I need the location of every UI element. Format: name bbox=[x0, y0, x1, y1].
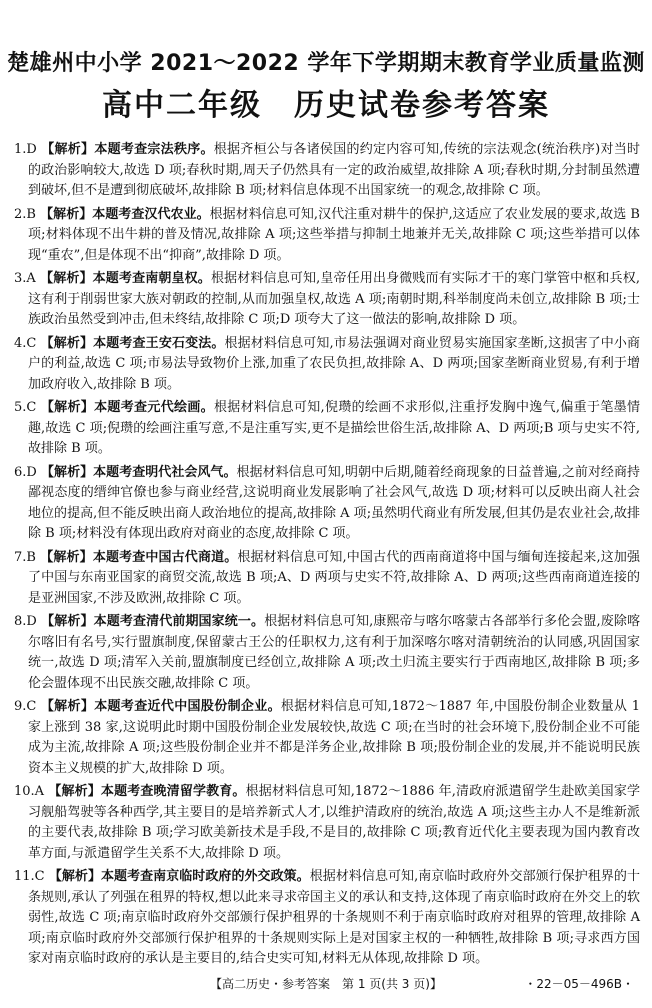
answer-item bbox=[14, 398, 640, 460]
answer-number: 6.D bbox=[14, 464, 37, 480]
answer-number: 7.B bbox=[14, 549, 36, 565]
answer-item bbox=[14, 334, 640, 396]
answer-tag: 【解析】本题考查明代社会风气。 bbox=[41, 464, 237, 480]
answer-tag: 【解析】本题考查南朝皇权。 bbox=[40, 271, 211, 286]
answer-body: 根据材料信息可知,市易法强调对商业贸易实施国家垄断,这损害了中小商户的利益,故选 C 项;市易法导致物价上涨,加重了农民负担,故排除 A、D 两项;国家垄断商业贸易,有利于增加政府收入,故排除 B 项。 bbox=[28, 335, 640, 392]
answer-tag: 【解析】本题考查近代中国股份制企业。 bbox=[40, 699, 281, 714]
answer-item bbox=[14, 205, 640, 267]
answer-tag: 【解析】本题考查汉代农业。 bbox=[40, 206, 210, 222]
answer-body: 根据材料信息可知,中国古代的西南商道将中国与缅甸连接起来,这加强了中国与东南亚国家的商贸交流,故选 B 项;A、D 两项与史实不符,故排除 A、D 两项;这些西南商道连接的是亚洲国家,不涉及欧洲,故排除 C 项。 bbox=[28, 549, 640, 606]
answer-tag: 【解析】本题考查清代前期国家统一。 bbox=[41, 614, 265, 629]
answer-number: 2.B bbox=[14, 206, 36, 222]
answer-body: 根据材料信息可知,南京临时政府外交部颁行保护租界的十条规则,承认了列强在租界的特权,想以此来寻求帝国主义的承认和支持,这体现了南京临时政府在外交上的软弱性,故选 C 项;南京临时政府外交部颁行保护租界的十条规则不利于南京临时政府对租界的管理,故排除 A 项;南京临时政府外交部颁行保护租界的十条规则实际上是对国家主权的一种牺牲,故排除 B 项;寻求西方国家对南京临时政府的承认是主要目的,结合史实可知,材料无从体现,故排除 D 项。 bbox=[28, 869, 640, 966]
answer-number: 3.A bbox=[14, 271, 36, 286]
answer-item bbox=[14, 463, 640, 545]
answer-number: 1.D bbox=[14, 142, 37, 157]
answer-body: 根据材料信息可知,1872～1887 年,中国股份制企业数量从 1 家上涨到 38 家,这说明此时期中国股份制企业发展较快,故选 C 项;在当时的社会环境下,股份制企业不可能成为主流,故排除 A 项;这些股份制企业并不都是洋务企业,故排除 B 项;股份制企业的发展,并不能说明民族资本主义规模的扩大,故排除 D 项。 bbox=[28, 699, 640, 776]
document-title: 高中二年级 历史试卷参考答案 bbox=[102, 88, 550, 123]
footer-code: ・22－05－496B・ bbox=[524, 977, 634, 991]
answer-tag: 【解析】本题考查元代绘画。 bbox=[40, 400, 214, 415]
answer-number: 11.C bbox=[14, 869, 45, 884]
answer-body: 根据材料信息可知,汉代注重对耕牛的保护,这适应了农业发展的要求,故选 B 项;材料体现不出牛耕的普及情况,故排除 A 项;这些举措与抑制土地兼并无关,故排除 C 项;这些举措可以体现“重农”,但是体现不出“抑商”,故排除 D 项。 bbox=[28, 206, 640, 263]
answer-item bbox=[14, 697, 640, 779]
answer-body: 根据材料信息可知,皇帝任用出身微贱而有实际才干的寒门掌管中枢和兵权,这有利于削弱世家大族对朝政的控制,从而加强皇权,故选 A 项;南朝时期,科举制度尚未创立,故排除 B 项;士族政治虽然受到冲击,但未终结,故排除 C 项;D 项夸大了这一做法的影响,故排除 D 项。 bbox=[28, 271, 640, 327]
answer-tag: 【解析】本题考查南京临时政府的外交政策。 bbox=[48, 869, 310, 884]
answer-item bbox=[14, 548, 640, 610]
answer-body: 根据材料信息可知,康熙帝与喀尔喀蒙古各部举行多伦会盟,废除喀尔喀旧有名号,实行盟旗制度,保留蒙古王公的任职权力,这有利于加深喀尔喀对清朝统治的认同感,巩固国家统一,故选 D 项;清军入关前,盟旗制度已经创立,故排除 A 项;改土归流主要实行于西南地区,故排除 B 项;多伦会盟体现不出民族交融,故排除 C 项。 bbox=[28, 614, 641, 691]
answer-body: 根据材料信息可知,倪瓒的绘画不求形似,注重抒发胸中逸气,偏重于笔墨情趣,故选 C 项;倪瓒的绘画注重写意,不是注重写实,更不是描绘世俗生活,故排除 A、D 两项;B 项与史实不符,故排除 B 项。 bbox=[28, 400, 640, 456]
answer-list bbox=[14, 140, 640, 973]
answer-number: 10.A bbox=[14, 784, 45, 799]
exam-title: 楚雄州中小学 2021～2022 学年下学期期末教育学业质量监测 bbox=[7, 51, 645, 76]
answer-tag: 【解析】本题考查晚清留学教育。 bbox=[48, 784, 246, 799]
answer-item bbox=[14, 782, 640, 864]
answer-tag: 【解析】本题考查王安石变法。 bbox=[40, 335, 225, 351]
footer-page-info: 【高二历史・参考答案 第 1 页(共 3 页)】 bbox=[210, 977, 442, 991]
answer-number: 9.C bbox=[14, 699, 37, 714]
answer-body: 根据齐桓公与各诸侯国的约定内容可知,传统的宗法观念(统治秩序)对当时的政治影响较大,故选 D 项;春秋时期,周天子仍然具有一定的政治威望,故排除 A 项;春秋时期,分封制虽然遭到破坏,但不是遭到彻底破坏,故排除 B 项;材料信息体现不出国家统一的观念,故排除 C 项。 bbox=[28, 142, 640, 198]
answer-body: 根据材料信息可知,1872～1886 年,清政府派遣留学生赴欧美国家学习舰船驾驶等各种西学,其主要目的是培养新式人才,以维护清政府的统治,故选 A 项;这些主办人不是维新派的主要代表,故排除 B 项;学习欧美新技术是手段,不是目的,故排除 C 项;教育近代化主要表现为国内教育改革方面,与派遣留学生关系不大,故排除 D 项。 bbox=[28, 784, 640, 861]
answer-item bbox=[14, 269, 640, 331]
answer-item bbox=[14, 140, 640, 202]
answer-number: 5.C bbox=[14, 400, 37, 415]
answer-item bbox=[14, 867, 640, 970]
answer-tag: 【解析】本题考查宗法秩序。 bbox=[41, 142, 214, 157]
answer-body: 根据材料信息可知,明朝中后期,随着经商现象的日益普遍,之前对经商持鄙视态度的缙绅官僚也参与商业经营,这说明商业发展影响了社会风气,故选 D 项;材料可以反映出商人社会地位的提高,但不能反映出商人政治地位的提高,故排除 A 项;虽然明代商业有所发展,但其仍是农业社会,故排除 B 项;材料没有体现出政府对商业的态度,故排除 C 项。 bbox=[28, 464, 640, 541]
answer-number: 8.D bbox=[14, 614, 37, 629]
answer-number: 4.C bbox=[14, 335, 37, 351]
answer-tag: 【解析】本题考查中国古代商道。 bbox=[40, 549, 238, 565]
answer-item bbox=[14, 612, 640, 694]
